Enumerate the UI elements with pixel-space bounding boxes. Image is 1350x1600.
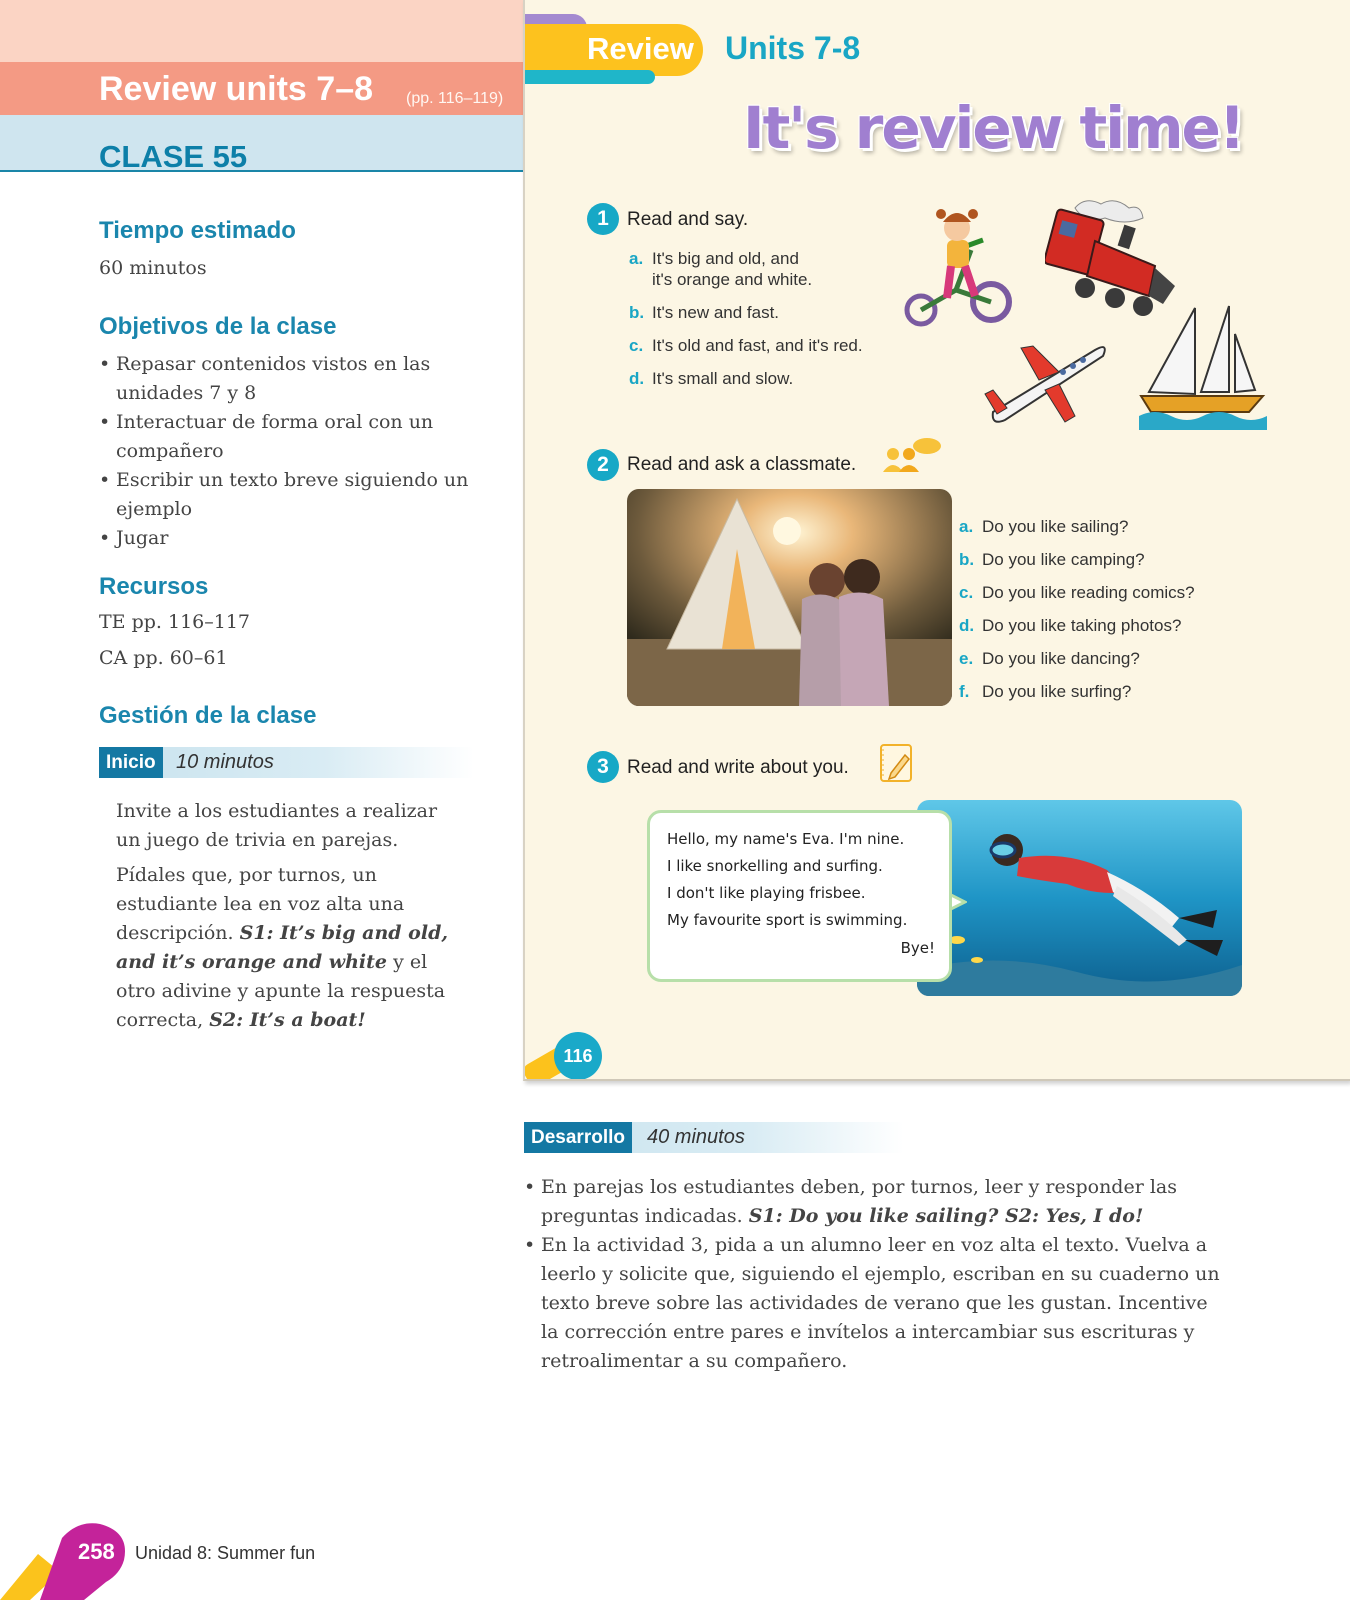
clase-bar — [0, 115, 523, 172]
question-key: a. — [959, 517, 974, 536]
activity-1-item-a — [629, 248, 813, 290]
desarrollo-label: Desarrollo — [524, 1122, 632, 1153]
inicio-p2-text2: y el otro adivine y apunte la respuesta correcta, — [116, 951, 446, 1031]
bubble-line: I don't like playing frisbee. — [667, 884, 866, 902]
pencil-notebook-icon — [877, 741, 917, 785]
question-key: b. — [959, 550, 975, 569]
gestion-heading: Gestión de la clase — [99, 702, 317, 729]
inicio-p2-text: Pídales que, por turnos, un estudiante lea en voz alta una descripción. — [116, 864, 405, 944]
objetivos-heading: Objetivos de la clase — [99, 313, 337, 340]
lesson-title: Review units 7–8 — [99, 70, 374, 108]
clase-number: CLASE 55 — [99, 139, 248, 174]
activity-1-item-c — [629, 335, 863, 356]
lesson-title-bar — [0, 62, 523, 115]
footer-page-number: 258 — [78, 1539, 115, 1564]
page-number-label: 116 — [554, 1032, 602, 1080]
activity-1-number: 1 — [587, 203, 619, 235]
list-item: • Jugar — [99, 524, 469, 553]
item-text: It's old and fast, and it's red. — [652, 336, 863, 355]
review-tag-label: Review — [587, 31, 694, 66]
question-text: Do you like sailing? — [982, 517, 1129, 536]
question-b — [959, 549, 1145, 570]
units-label: Units 7-8 — [725, 30, 861, 66]
girl-tricycle-illustration — [901, 200, 1021, 332]
desarrollo-text: En parejas los estudiantes deben, por turnos, leer y responder las preguntas indicadas. — [541, 1176, 1177, 1227]
pair-work-icon — [881, 436, 943, 476]
activity-1-item-b — [629, 302, 780, 323]
question-key: f. — [959, 682, 970, 701]
inicio-time: 10 minutos — [176, 751, 274, 773]
item-key: a. — [629, 249, 644, 268]
list-item: • En la actividad 3, pida a un alumno leer en voz alta el texto. Vuelva a leerlo y solicite que, siguiendo el ejemplo, escriban en su cuaderno un texto breve sobre las actividades de verano que les gustan. Incentive la corrección entre pares e invítelos a intercambiar sus escrituras y retroalimentar a su compañero. — [524, 1231, 1224, 1376]
tiempo-value: 60 minutos — [99, 257, 207, 279]
item-key: c. — [629, 336, 644, 355]
inicio-paragraph-2 — [116, 861, 466, 1035]
list-item: • Escribir un texto breve siguiendo un ejemplo — [99, 466, 469, 524]
activity-3-instruction: Read and write about you. — [627, 757, 849, 778]
inicio-p2-answer: S2: It’s a boat! — [209, 1009, 366, 1031]
question-f — [959, 681, 1132, 702]
desarrollo-example: S1: Do you like sailing? S2: Yes, I do! — [748, 1205, 1144, 1227]
question-text: Do you like surfing? — [982, 682, 1132, 701]
airplane-illustration — [983, 328, 1113, 432]
list-item — [524, 1173, 1224, 1231]
recursos-heading: Recursos — [99, 573, 209, 600]
activity-3-number: 3 — [587, 751, 619, 783]
activity-1-item-d — [629, 368, 794, 389]
inicio-label: Inicio — [99, 747, 163, 778]
item-key: b. — [629, 303, 645, 322]
inicio-paragraph-1: Invite a los estudiantes a realizar un juego de trivia en parejas. — [116, 800, 438, 851]
bubble-line: My favourite sport is swimming. — [667, 911, 908, 929]
item-key: d. — [629, 369, 645, 388]
question-e — [959, 648, 1140, 669]
inicio-p2-example: S1: It’s big and old, and it’s orange and white — [116, 922, 448, 973]
camping-photo — [627, 489, 952, 706]
bubble-line: I like snorkelling and surfing. — [667, 857, 883, 875]
list-item: • Repasar contenidos vistos en las unidades 7 y 8 — [99, 350, 469, 408]
bubble-sign: Bye! — [900, 939, 935, 957]
objetivos-list — [99, 350, 469, 553]
item-text: It's big and old, and — [652, 249, 799, 268]
sailboat-illustration — [1139, 304, 1267, 430]
question-d — [959, 615, 1182, 636]
inicio-bar — [99, 747, 474, 778]
desarrollo-time: 40 minutos — [647, 1126, 745, 1148]
list-item: • Interactuar de forma oral con un compañero — [99, 408, 469, 466]
question-key: d. — [959, 616, 975, 635]
footer-unit-label: Unidad 8: Summer fun — [135, 1543, 316, 1563]
review-tag — [525, 24, 703, 76]
review-time-title: It's review time! — [743, 94, 1244, 162]
desarrollo-list — [524, 1173, 1224, 1376]
question-key: e. — [959, 649, 974, 668]
student-page-number — [544, 1032, 604, 1080]
item-text: It's new and fast. — [652, 303, 780, 322]
question-key: c. — [959, 583, 974, 602]
recurso-item: TE pp. 116–117 — [99, 611, 251, 633]
question-a — [959, 516, 1129, 537]
desarrollo-bar — [524, 1122, 904, 1153]
tiempo-heading: Tiempo estimado — [99, 217, 296, 244]
bubble-line: Hello, my name's Eva. I'm nine. — [667, 830, 905, 848]
question-text: Do you like camping? — [982, 550, 1145, 569]
activity-2-number: 2 — [587, 449, 619, 481]
recurso-item: CA pp. 60–61 — [99, 647, 228, 669]
question-text: Do you like reading comics? — [982, 583, 1195, 602]
item-text: It's small and slow. — [652, 369, 794, 388]
header-band — [0, 0, 523, 62]
item-text-2: it's orange and white. — [652, 270, 813, 289]
question-c — [959, 582, 1195, 603]
activity-1-instruction: Read and say. — [627, 209, 749, 230]
activity-2-instruction: Read and ask a classmate. — [627, 454, 857, 475]
question-text: Do you like taking photos? — [982, 616, 1182, 635]
eva-speech-bubble — [647, 810, 952, 982]
teal-strip — [525, 70, 655, 84]
question-text: Do you like dancing? — [982, 649, 1140, 668]
student-book-page — [523, 0, 1350, 1081]
lesson-pages: (pp. 116–119) — [406, 90, 504, 107]
